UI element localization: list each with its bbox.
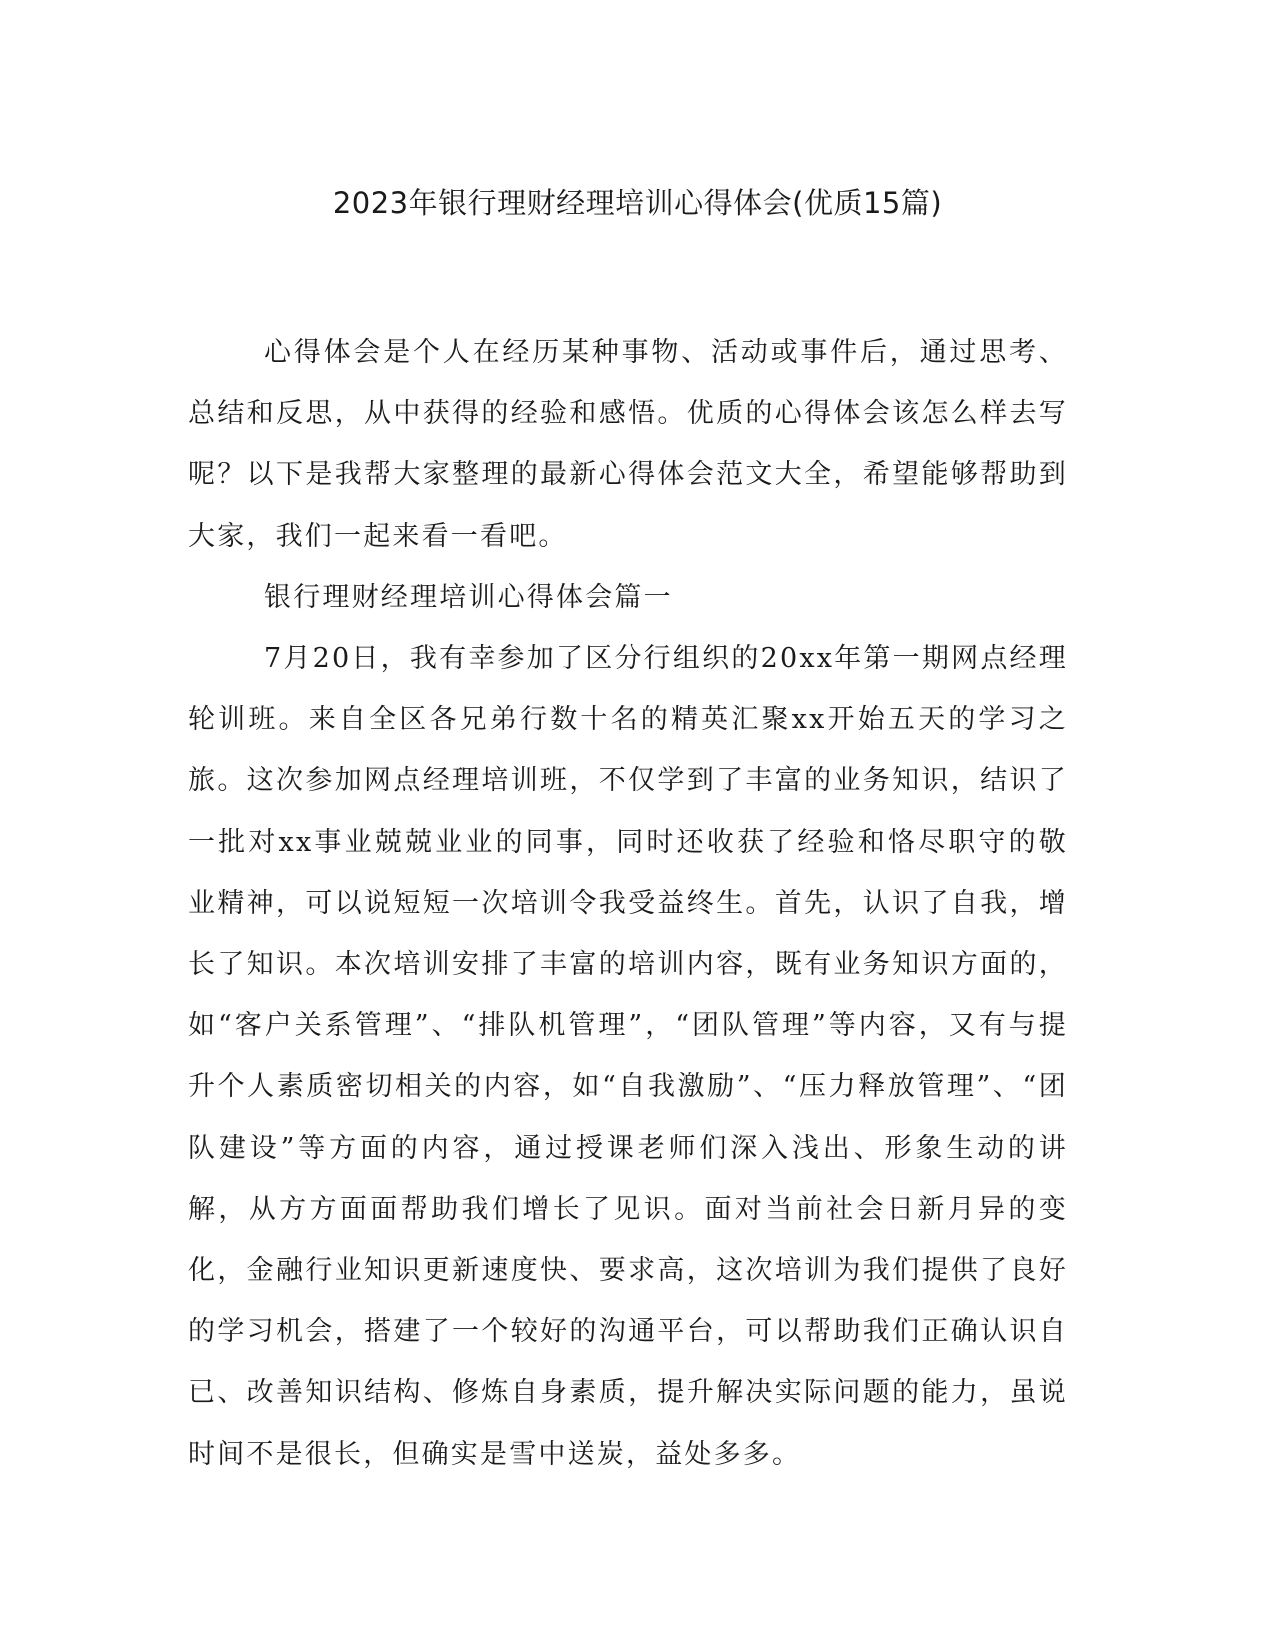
paragraph-intro: 心得体会是个人在经历某种事物、活动或事件后，通过思考、总结和反思，从中获得的经验和感悟。优质的心得体会该怎么样去写呢？以下是我帮大家整理的最新心得体会范文大全，希望能够帮助到大家，我们一起来看一看吧。	[188, 337, 1068, 552]
section-heading: 银行理财经理培训心得体会篇一	[264, 581, 673, 613]
document-title: 2023年银行理财经理培训心得体会(优质15篇)	[332, 186, 943, 220]
paragraph-body: 7月20日，我有幸参加了区分行组织的20xx年第一期网点经理轮训班。来自全区各兄弟行数十名的精英汇聚xx开始五天的学习之旅。这次参加网点经理培训班，不仅学到了丰富的业务知识，结识了一批对xx事业兢兢业业的同事，同时还收获了经验和恪尽职守的敬业精神，可以说短短一次培训令我受益终生。首先，认识了自我，增长了知识。本次培训安排了丰富的培训内容，既有业务知识方面的，如“客户关系管理”、“排队机管理”，“团队管理”等内容，又有与提升个人素质密切相关的内容，如“自我激励”、“压力释放管理”、“团队建设”等方面的内容，通过授课老师们深入浅出、形象生动的讲解，从方方面面帮助我们增长了见识。面对当前社会日新月异的变化，金融行业知识更新速度快、要求高，这次培训为我们提供了良好的学习机会，搭建了一个较好的沟通平台，可以帮助我们正确认识自已、改善知识结构、修炼自身素质，提升解决实际问题的能力，虽说时间不是很长，但确实是雪中送炭，益处多多。	[188, 643, 1068, 1470]
document-body	[188, 322, 1068, 1485]
